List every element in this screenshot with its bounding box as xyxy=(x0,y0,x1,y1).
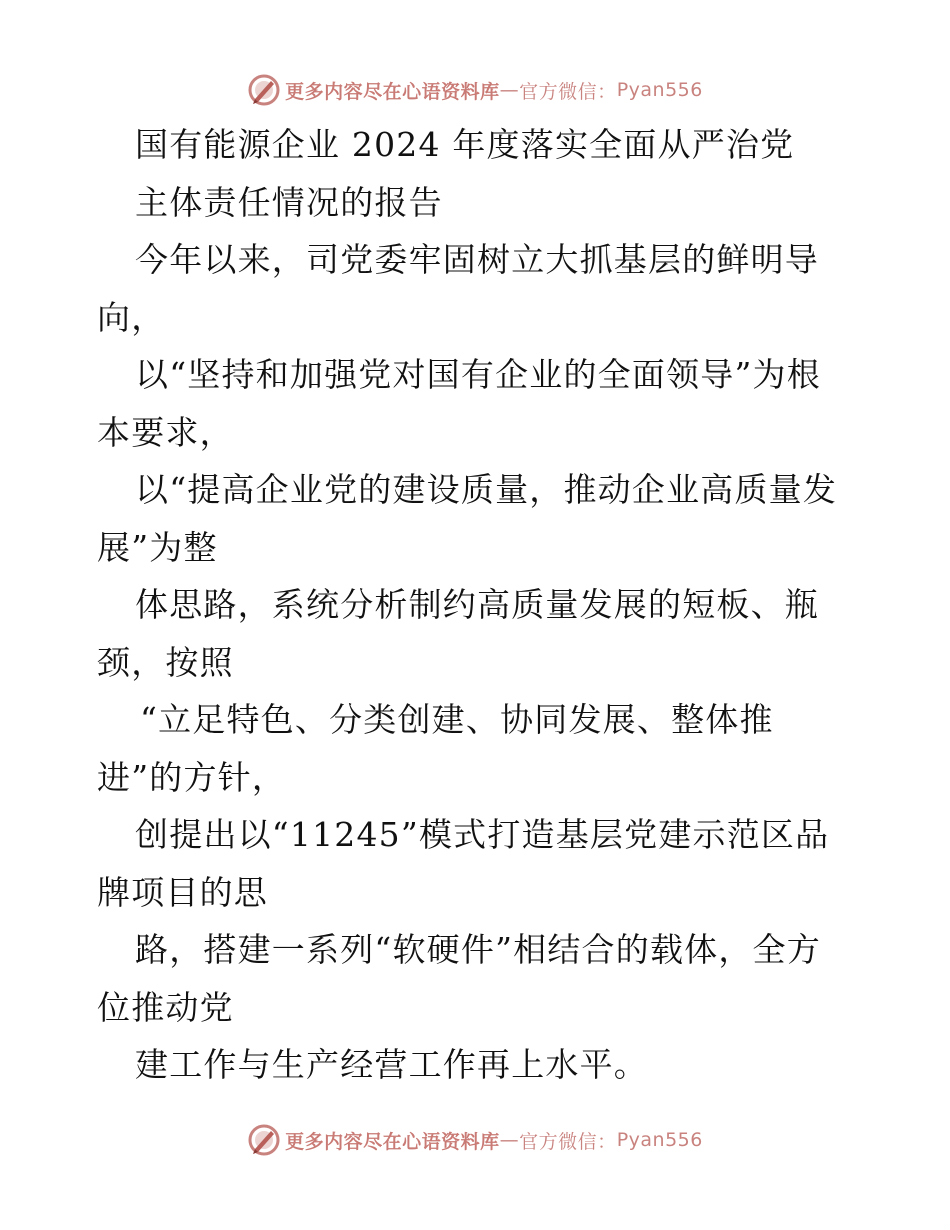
watermark-wechat-id: Pyan556 xyxy=(616,1129,703,1151)
pen-logo-icon xyxy=(247,73,281,107)
watermark-header xyxy=(0,70,950,110)
watermark-wechat-label: 官方微信： xyxy=(519,80,617,103)
paragraph-line: 建工作与生产经营工作再上水平。 xyxy=(135,1045,648,1084)
document-body xyxy=(0,116,950,1094)
paragraph-line: 以“提高企业党的建设质量，推动企业高质量发 xyxy=(135,470,838,509)
watermark-site-text: 更多内容尽在心语资料库 xyxy=(285,80,500,103)
pen-logo-icon xyxy=(247,1123,281,1157)
paragraph-line: 位推动党 xyxy=(97,987,234,1027)
paragraph-line: 颈，按照 xyxy=(97,642,234,682)
paragraph-line: 展”为整 xyxy=(97,527,218,567)
paragraph-line: 向， xyxy=(97,297,166,337)
watermark-separator: — xyxy=(499,79,520,101)
watermark-wechat-id: Pyan556 xyxy=(616,79,703,101)
paragraph-line: “立足特色、分类创建、协同发展、整体推 xyxy=(140,700,774,739)
paragraph-line: 路，搭建一系列“软硬件”相结合的载体，全方 xyxy=(135,930,821,969)
watermark-site-text: 更多内容尽在心语资料库 xyxy=(285,1130,500,1153)
watermark-wechat-label: 官方微信： xyxy=(519,1130,617,1153)
paragraph-line: 牌项目的思 xyxy=(97,872,268,912)
paragraph-line: 进”的方针， xyxy=(97,757,287,797)
watermark-separator: — xyxy=(499,1129,520,1151)
paragraph-line: 体思路，系统分析制约高质量发展的短板、瓶 xyxy=(135,585,819,624)
watermark-footer xyxy=(0,1120,950,1160)
paragraph-line: 本要求， xyxy=(97,412,234,452)
title-line-2: 主体责任情况的报告 xyxy=(135,182,443,222)
title-line-1: 国有能源企业 2024 年度落实全面从严治党 xyxy=(135,125,795,164)
paragraph-line: 以“坚持和加强党对国有企业的全面领导”为根 xyxy=(135,355,821,394)
paragraph-line: 今年以来，司党委牢固树立大抓基层的鲜明导 xyxy=(135,240,819,279)
paragraph-line: 创提出以“11245”模式打造基层党建示范区品 xyxy=(135,815,830,854)
